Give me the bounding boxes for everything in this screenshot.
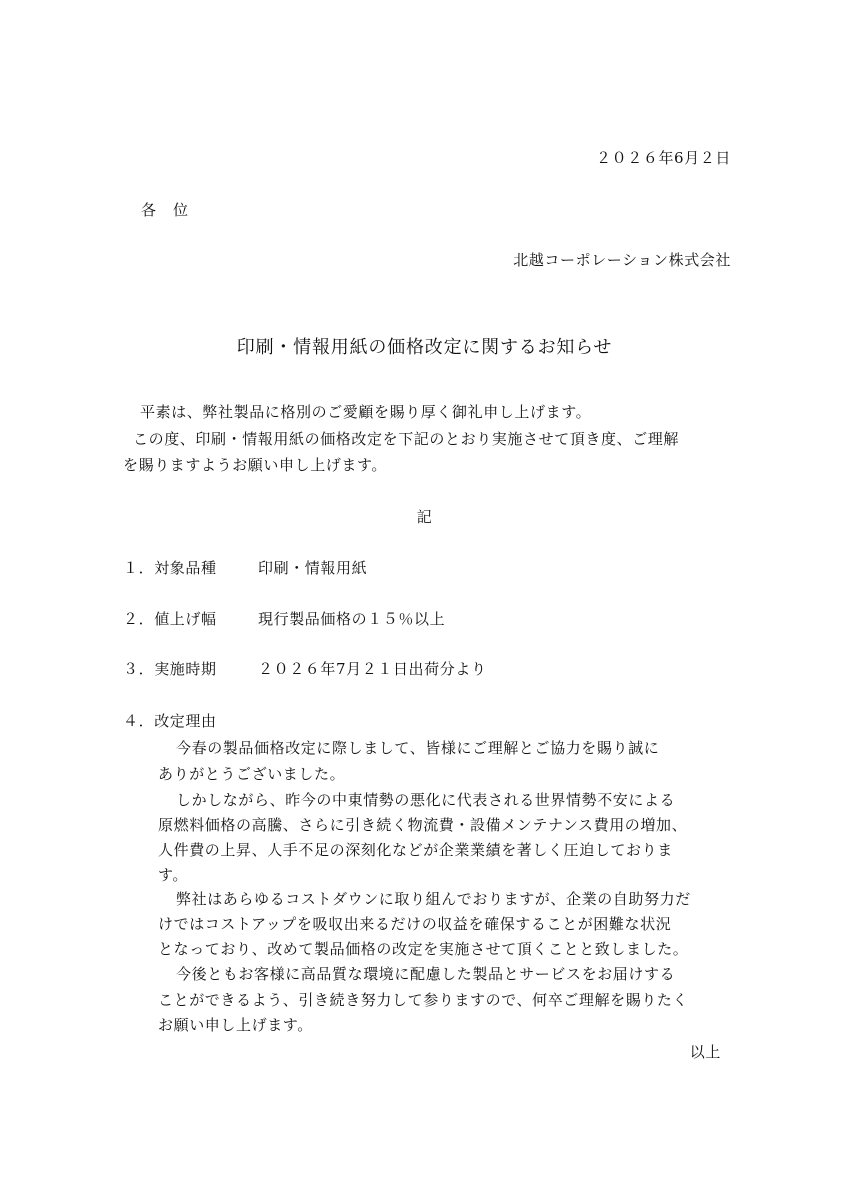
item-label-date: ３．実施時期 [123, 660, 217, 678]
item-label-reason: ４．改定理由 [123, 712, 217, 730]
item-label-increase: ２．値上げ幅 [123, 610, 217, 628]
reason-line: ことができるよう、引き続き努力して参りますので、何卒ご理解を賜りたく [158, 991, 689, 1009]
reason-line: けではコストアップを吸収出来るだけの収益を確保することが困難な状況 [158, 915, 672, 933]
addressee: 各 位 [141, 201, 190, 219]
reason-line: 今後ともお客様に高品質な環境に配慮した製品とサービスをお届けする [176, 965, 676, 983]
intro-line-1: 平素は、弊社製品に格別のご愛顧を賜り厚く御礼申し上げます。 [140, 403, 592, 421]
item-value-date: ２０２６年7月２１日出荷分より [258, 660, 487, 678]
reason-line: お願い申し上げます。 [158, 1016, 313, 1034]
reason-line: 弊社はあらゆるコストダウンに取り組んでおりますが、企業の自助努力だ [176, 890, 691, 908]
reason-line: しかしながら、昨今の中東情勢の悪化に代表される世界情勢不安による [176, 791, 676, 809]
item-value-product: 印刷・情報用紙 [258, 559, 368, 577]
document-date: ２０２６年6月２日 [596, 149, 731, 167]
ki-heading: 記 [416, 508, 433, 526]
reason-line: ありがとうございました。 [158, 765, 346, 783]
reason-line: 原燃料価格の高騰、さらに引き続く物流費・設備メンテナンス費用の増加、 [158, 816, 688, 834]
reason-line: となっており、改めて製品価格の改定を実施させて頂くことと致しました。 [158, 940, 689, 958]
reason-line: 人件費の上昇、人手不足の深刻化などが企業業績を著しく圧迫しておりま [158, 841, 673, 859]
closing-mark: 以上 [689, 1043, 721, 1061]
document-title: 印刷・情報用紙の価格改定に関するお知らせ [236, 337, 613, 358]
company-name: 北越コーポレーション株式会社 [513, 251, 731, 269]
item-label-product: １．対象品種 [123, 559, 217, 577]
item-value-increase: 現行製品価格の１５％以上 [258, 610, 446, 628]
intro-line-3: を賜りますようお願い申し上げます。 [123, 456, 388, 474]
intro-line-2: この度、印刷・情報用紙の価格改定を下記のとおり実施させて頂き度、ご理解 [133, 430, 680, 448]
reason-line: す。 [158, 866, 189, 884]
reason-line: 今春の製品価格改定に際しまして、皆様にご理解とご協力を賜り誠に [176, 739, 660, 757]
